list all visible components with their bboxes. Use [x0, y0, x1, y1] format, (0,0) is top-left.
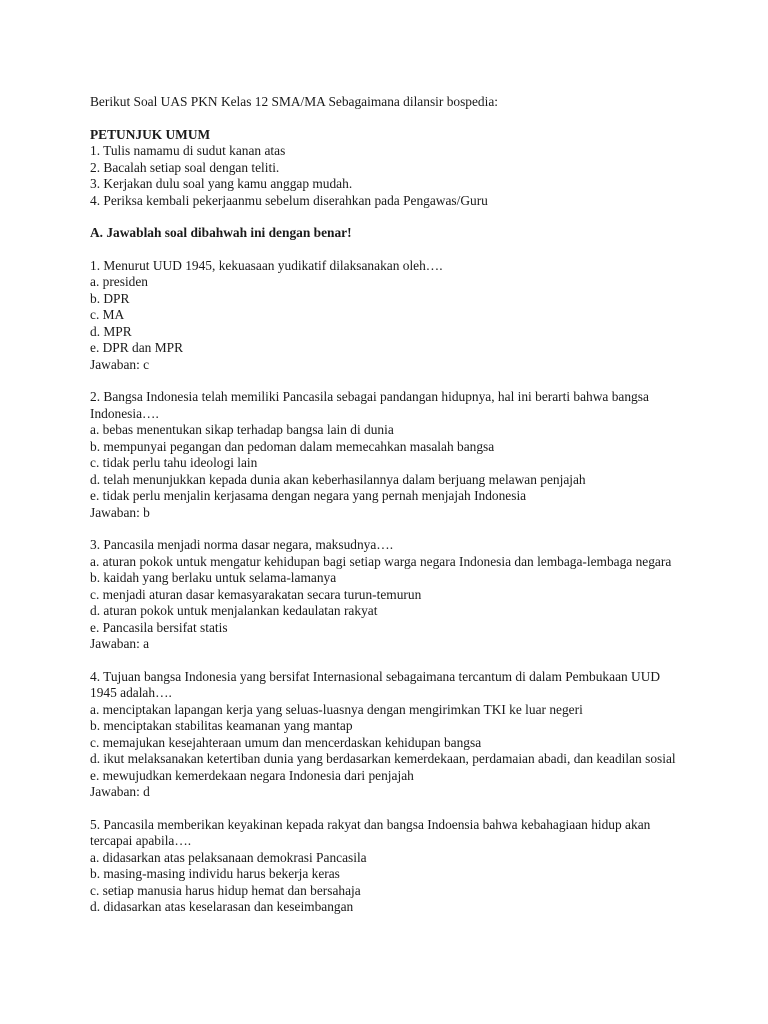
petunjuk-section — [90, 127, 686, 210]
option: d. didasarkan atas keselarasan dan keseimbangan — [90, 899, 354, 914]
question-text: 2. Bangsa Indonesia telah memiliki Pancasila sebagai pandangan hidupnya, hal ini berarti bahwa bangsa Indonesia…. — [90, 389, 649, 421]
question-text: 3. Pancasila menjadi norma dasar negara, maksudnya…. — [90, 537, 394, 552]
option: b. masing-masing individu harus bekerja keras — [90, 866, 340, 881]
option: c. tidak perlu tahu ideologi lain — [90, 455, 258, 470]
option: c. MA — [90, 307, 125, 322]
question-5 — [90, 817, 686, 916]
question-4 — [90, 669, 686, 801]
option: c. memajukan kesejahteraan umum dan mencerdaskan kehidupan bangsa — [90, 734, 482, 750]
option: c. setiap manusia harus hidup hemat dan bersahaja — [90, 882, 361, 898]
option: b. DPR — [90, 290, 130, 306]
option: a. bebas menentukan sikap terhadap bangsa lain di dunia — [90, 422, 394, 437]
answer: Jawaban: a — [90, 636, 150, 651]
option: b. menciptakan stabilitas keamanan yang mantap — [90, 718, 353, 733]
option: a. aturan pokok untuk mengatur kehidupan bagi setiap warga negara Indonesia dan lembaga-lembaga negara — [90, 553, 672, 569]
option: b. kaidah yang berlaku untuk selama-lamanya — [90, 570, 337, 585]
answer: Jawaban: b — [90, 504, 150, 520]
petunjuk-title: PETUNJUK UMUM — [90, 126, 211, 142]
question-text: 5. Pancasila memberikan keyakinan kepada rakyat dan bangsa Indoensia bahwa kebahagiaan hidup akan tercapai apabila…. — [90, 816, 651, 848]
option: b. mempunyai pegangan dan pedoman dalam memecahkan masalah bangsa — [90, 438, 495, 454]
petunjuk-item: 4. Periksa kembali pekerjaanmu sebelum diserahkan pada Pengawas/Guru — [90, 192, 488, 208]
intro-text: Berikut Soal UAS PKN Kelas 12 SMA/MA Sebagaimana dilansir bospedia: — [90, 94, 499, 109]
petunjuk-item: 3. Kerjakan dulu soal yang kamu anggap mudah. — [90, 176, 353, 191]
option: a. menciptakan lapangan kerja yang seluas-luasnya dengan mengirimkan TKI ke luar negeri — [90, 701, 583, 717]
option: e. DPR dan MPR — [90, 340, 184, 355]
option: e. Pancasila bersifat statis — [90, 619, 228, 635]
option: d. MPR — [90, 323, 132, 339]
answer: Jawaban: c — [90, 356, 150, 372]
option: a. didasarkan atas pelaksanaan demokrasi Pancasila — [90, 849, 367, 865]
option: a. presiden — [90, 274, 149, 289]
question-text: 4. Tujuan bangsa Indonesia yang bersifat Internasional sebagaimana tercantum di dalam Pembukaan UUD 1945 adalah…. — [90, 668, 661, 700]
option: d. ikut melaksanakan ketertiban dunia yang berdasarkan kemerdekaan, perdamaian abadi, dan keadilan sosial — [90, 751, 676, 766]
option: d. telah menunjukkan kepada dunia akan keberhasilannya dalam berjuang melawan penjajah — [90, 471, 586, 487]
option: e. mewujudkan kemerdekaan negara Indonesia dari penjajah — [90, 767, 414, 783]
petunjuk-item: 1. Tulis namamu di sudut kanan atas — [90, 143, 286, 158]
document-page — [90, 94, 686, 932]
question-1 — [90, 258, 686, 374]
question-3 — [90, 537, 686, 653]
option: d. aturan pokok untuk menjalankan kedaulatan rakyat — [90, 603, 378, 618]
option: c. menjadi aturan dasar kemasyarakatan secara turun-temurun — [90, 586, 422, 602]
answer: Jawaban: d — [90, 784, 150, 799]
question-text: 1. Menurut UUD 1945, kekuasaan yudikatif dilaksanakan oleh…. — [90, 257, 443, 273]
option: e. tidak perlu menjalin kerjasama dengan negara yang pernah menjajah Indonesia — [90, 488, 527, 503]
section-a-title: A. Jawablah soal dibahwah ini dengan benar! — [90, 225, 352, 240]
question-2 — [90, 389, 686, 521]
petunjuk-item: 2. Bacalah setiap soal dengan teliti. — [90, 159, 280, 175]
